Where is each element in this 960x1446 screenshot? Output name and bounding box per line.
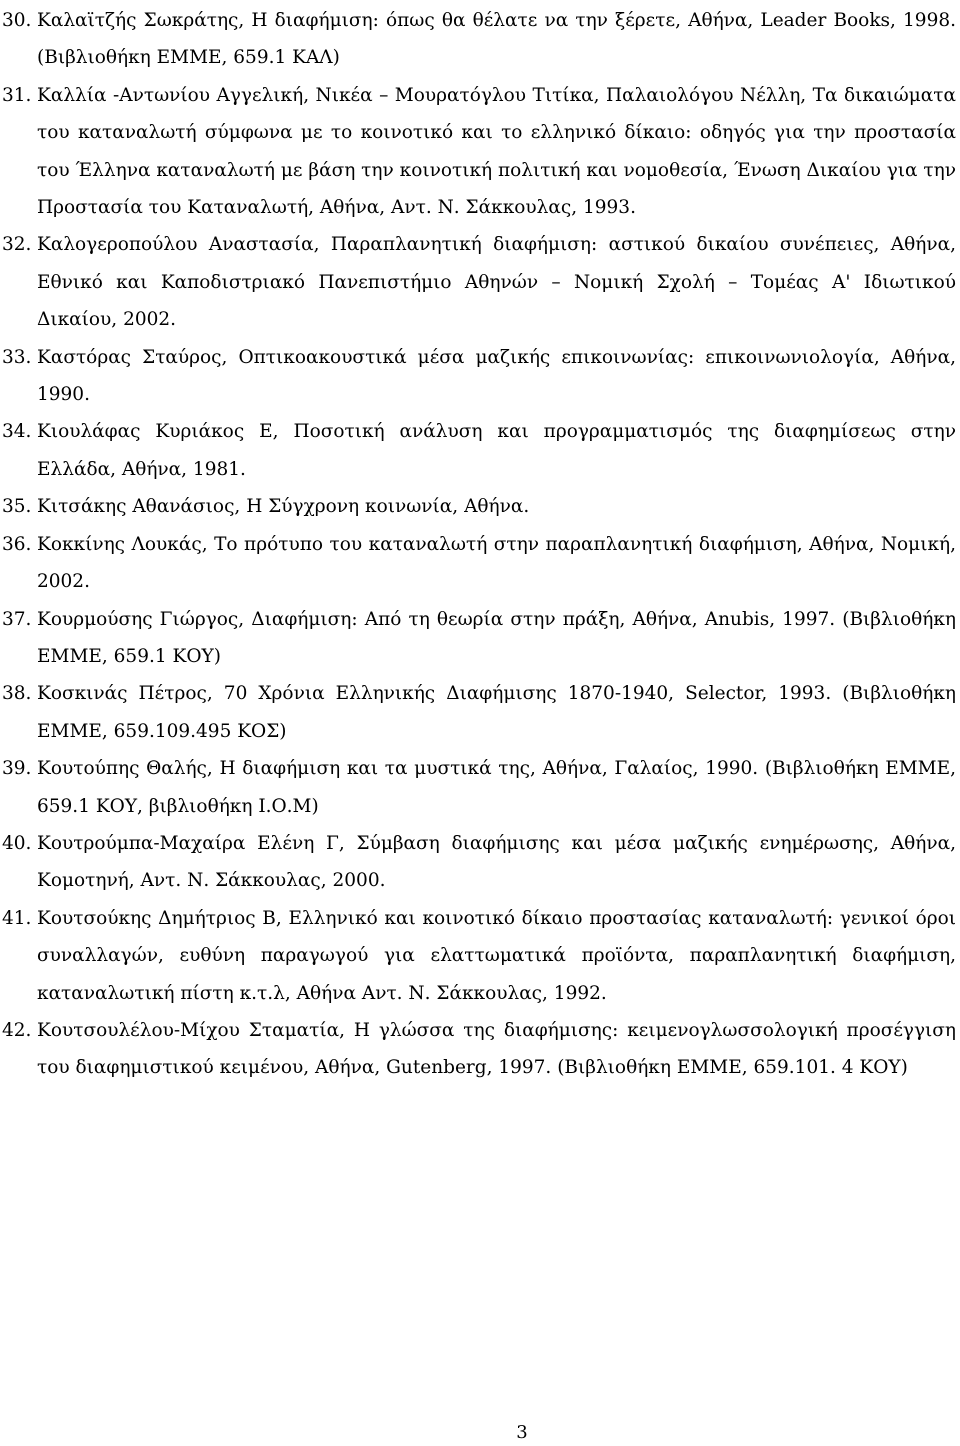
entry-text: Κουρμούσης Γιώργος, Διαφήμιση: Από τη θεωρία στην πράξη, Αθήνα, Anubis, 1997. (Βιβλιοθήκη ΕΜΜΕ, 659.1 ΚΟΥ) (37, 608, 956, 667)
entry-number: 40. (2, 832, 32, 854)
entry-number: 37. (2, 608, 32, 630)
entry-text: Κοκκίνης Λουκάς, Το πρότυπο του καταναλωτή στην παραπλανητική διαφήμιση, Αθήνα, Νομική, 2002. (37, 533, 956, 593)
bibliography-entry (2, 2, 956, 77)
entry-text: Κουτούπης Θαλής, Η διαφήμιση και τα μυστικά της, Αθήνα, Γαλαίος, 1990. (Βιβλιοθήκη ΕΜΜΕ, 659.1 ΚΟΥ, βιβλιοθήκη Ι.Ο.Μ) (37, 758, 956, 817)
entry-number: 30. (2, 10, 32, 31)
entry-number: 35. (2, 496, 32, 518)
entry-number: 34. (2, 421, 32, 443)
entry-text: Κουτσουλέλου-Μίχου Σταματία, Η γλώσσα της διαφήμισης: κειμενογλωσσολογική προσέγγιση του διαφημιστικού κειμένου, Αθήνα, Gutenberg, 1997. (Βιβλιοθήκη ΕΜΜΕ, 659.101. 4 ΚΟΥ) (37, 1019, 956, 1079)
entry-number: 42. (2, 1019, 32, 1041)
bibliography-list (2, 2, 956, 1087)
entry-text: Κουτσούκης Δημήτριος Β, Ελληνικό και κοινοτικό δίκαιο προστασίας καταναλωτή: γενικοί όροι συναλλαγών, ευθύνη παραγωγού για ελαττωματικά προϊόντα, παραπλανητική διαφήμιση, καταναλωτική πίστη κ.τ.λ, Αθήνα Αντ. Ν. Σάκκουλας, 1992. (37, 907, 956, 1004)
bibliography-entry (2, 413, 956, 488)
entry-text: Κιουλάφας Κυριάκος Ε, Ποσοτική ανάλυση και προγραμματισμός της διαφημίσεως στην Ελλάδα, Αθήνα, 1981. (37, 421, 956, 480)
entry-text: Κουτρούμπα-Μαχαίρα Ελένη Γ, Σύμβαση διαφήμισης και μέσα μαζικής ενημέρωσης, Αθήνα, Κομοτηνή, Αντ. Ν. Σάκκουλας, 2000. (37, 832, 956, 892)
entry-text: Καλαϊτζής Σωκράτης, Η διαφήμιση: όπως θα θέλατε να την ξέρετε, Αθήνα, Leader Books, 1998. (Βιβλιοθήκη ΕΜΜΕ, 659.1 ΚΑΛ) (37, 10, 956, 69)
entry-text: Κοσκινάς Πέτρος, 70 Χρόνια Ελληνικής Διαφήμισης 1870-1940, Selector, 1993. (Βιβλιοθήκη ΕΜΜΕ, 659.109.495 ΚΟΣ) (37, 683, 956, 742)
entry-text: Καλλία -Αντωνίου Αγγελική, Νικέα – Μουρατόγλου Τιτίκα, Παλαιολόγου Νέλλη, Τα δικαιώματα του καταναλωτή σύμφωνα με το κοινοτικό και το ελληνικό δίκαιο: οδηγός για την προστασία του Έλληνα καταναλωτή με βάση την κοινοτική πολιτική και νομοθεσία, Ένωση Δικαίου για την Προστασία του Καταναλωτή, Αθήνα, Αντ. Ν. Σάκκουλας, 1993. (37, 84, 956, 219)
entry-text: Καλογεροπούλου Αναστασία, Παραπλανητική διαφήμιση: αστικού δικαίου συνέπειες, Αθήνα, Εθνικό και Καποδιστριακό Πανεπιστήμιο Αθηνών – Νομική Σχολή – Τομέας Α' Ιδιωτικού Δικαίου, 2002. (37, 234, 956, 331)
bibliography-entry (2, 900, 956, 1012)
entry-number: 32. (2, 234, 32, 256)
entry-number: 36. (2, 533, 32, 555)
entry-number: 39. (2, 758, 32, 780)
entry-number: 41. (2, 907, 32, 929)
bibliography-entry (2, 1012, 956, 1087)
bibliography-entry (2, 226, 956, 338)
page-number: 3 (516, 1422, 528, 1443)
bibliography-entry (2, 601, 956, 676)
bibliography-entry (2, 750, 956, 825)
entry-text: Κιτσάκης Αθανάσιος, Η Σύγχρονη κοινωνία, Αθήνα. (37, 496, 530, 518)
bibliography-entry (2, 825, 956, 900)
bibliography-entry (2, 339, 956, 414)
bibliography-entry (2, 488, 956, 525)
bibliography-entry (2, 77, 956, 227)
entry-number: 38. (2, 683, 32, 705)
entry-number: 31. (2, 84, 32, 106)
bibliography-entry (2, 526, 956, 601)
bibliography-entry (2, 675, 956, 750)
entry-text: Καστόρας Σταύρος, Οπτικοακουστικά μέσα μαζικής επικοινωνίας: επικοινωνιολογία, Αθήνα, 1990. (37, 346, 956, 406)
entry-number: 33. (2, 346, 32, 368)
